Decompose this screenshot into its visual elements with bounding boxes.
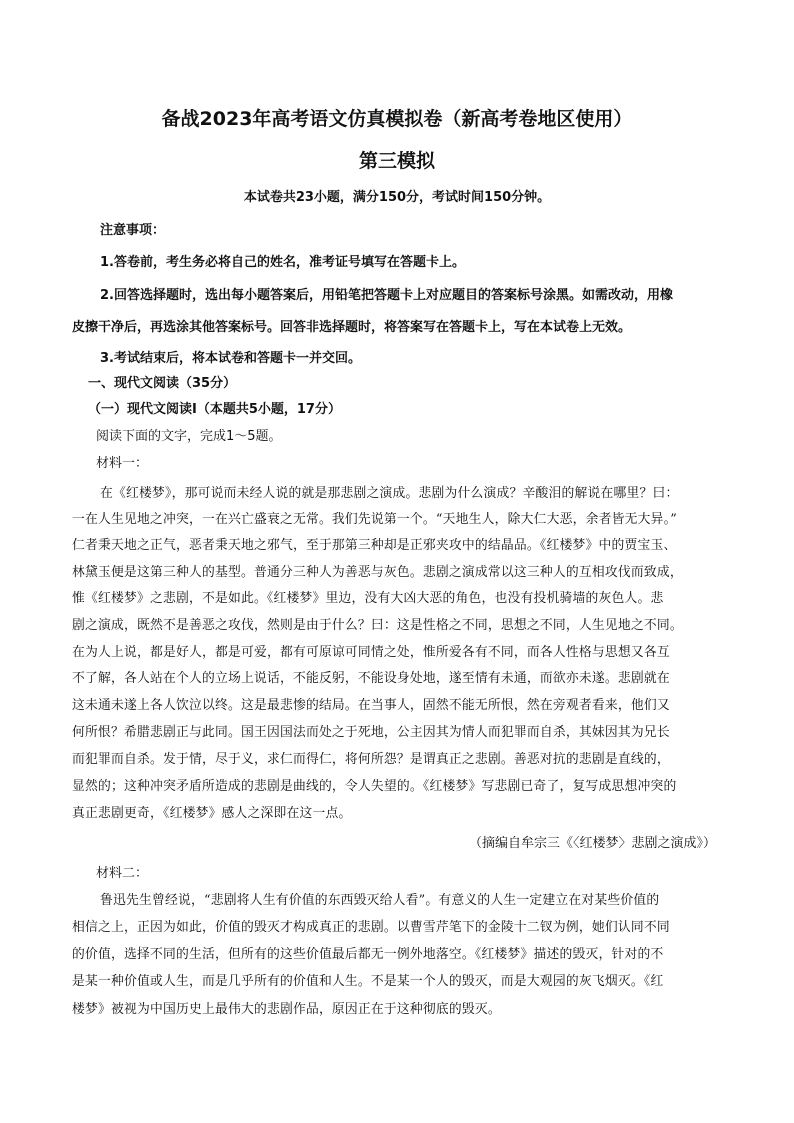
notice-item-2-line-1: 2.回答选择题时，选出每小题答案后，用铅笔把答题卡上对应题目的答案标号涂黑。如需改动，用橡 — [100, 288, 673, 303]
material1-source: （摘编自牟宗三《〈红楼梦〉悲剧之演成》） — [468, 836, 716, 851]
notice-item-1: 1.答卷前，考生务必将自己的姓名，准考证号填写在答题卡上。 — [100, 255, 465, 270]
material2-line: 楼梦》被视为中国历史上最伟大的悲剧作品，原因正在于这种彻底的毁灭。 — [72, 1002, 501, 1017]
material1-line: 惟《红楼梦》之悲剧，不是如此。《红楼梦》里边，没有大凶大恶的角色，也没有投机骑墙的灰色人。悲 — [72, 591, 664, 606]
section-sub1-heading: （一）现代文阅读Ⅰ（本题共5小题，17分） — [88, 402, 341, 417]
notice-item-3: 3.考试结束后，将本试卷和答题卡一并交回。 — [100, 351, 361, 366]
notice-heading: 注意事项： — [100, 223, 166, 238]
material1-line: 而犯罪而自杀。发于情，尽于义，求仁而得仁，将何所怨？是谓真正之悲剧。善恶对抗的悲剧是直线的， — [72, 752, 670, 767]
material1-line: 林黛玉便是这第三种人的基型。普通分三种人为善恶与灰色。悲剧之演成常以这三种人的互相攻伐而致成， — [72, 565, 683, 580]
section-part1-heading: 一、现代文阅读（35分） — [88, 376, 237, 391]
material1-line: 显然的；这种冲突矛盾所造成的悲剧是曲线的，令人失望的。《红楼梦》写悲剧已奇了，复写成思想冲突的 — [72, 779, 677, 794]
material1-line: 这未通未遂上各人饮泣以终。这是最悲惨的结局。在当事人，固然不能无所恨，然在旁观者看来，他们又 — [72, 698, 670, 713]
material1-line: 剧之演成，既然不是善恶之攻伐，然则是由于什么？曰：这是性格之不同，思想之不同，人生见地之不同。 — [72, 618, 683, 633]
material1-line: 在为人上说，都是好人，都是可爱，都有可原谅可同情之处，惟所爱各有不同，而各人性格与思想又各互 — [72, 645, 670, 660]
material2-line: 鲁迅先生曾经说，“悲剧将人生有价值的东西毁灭给人看”。有意义的人生一定建立在对某些价值的 — [100, 893, 660, 908]
exam-info: 本试卷共23小题，满分150分，考试时间150分钟。 — [243, 190, 551, 205]
material1-line: 一在人生见地之冲突，一在兴亡盛衰之无常。我们先说第一个。“天地生人，除大仁大恶，余者皆无大异。” — [72, 512, 677, 527]
material2-line: 相信之上，正因为如此，价值的毁灭才构成真正的悲剧。以曹雪芹笔下的金陵十二钗为例，她们认同不同 — [72, 920, 670, 935]
material1-label: 材料一： — [96, 456, 149, 471]
material1-line: 仁者秉天地之正气，恶者秉天地之邪气，至于那第三种却是正邪夹攻中的结晶品。《红楼梦》中的贾宝玉、 — [72, 538, 677, 553]
material2-line: 的价值，选择不同的生活，但所有的这些价值最后都无一例外地落空。《红楼梦》描述的毁灭，针对的不 — [72, 947, 664, 962]
material1-line: 何所恨？希腊悲剧正与此同。国王因国法而处之于死地，公主因其为情人而犯罪而自杀，其妹因其为兄长 — [72, 725, 670, 740]
material2-label: 材料二： — [96, 866, 149, 881]
material1-line: 真正悲剧更奇，《红楼梦》感人之深即在这一点。 — [72, 806, 352, 821]
page-subtitle: 第三模拟 — [358, 150, 435, 172]
page-title: 备战2023年高考语文仿真模拟卷（新高考卷地区使用） — [161, 108, 633, 130]
material1-line: 在《红楼梦》，那可说而未经人说的就是那悲剧之演成。悲剧为什么演成？辛酸泪的解说在哪里？曰： — [100, 486, 679, 501]
material2-line: 是某一种价值或人生，而是几乎所有的价值和人生。不是某一个人的毁灭，而是大观园的灰飞烟灭。《红 — [72, 974, 664, 989]
notice-item-2-line-2: 皮擦干净后，再选涂其他答案标号。回答非选择题时，将答案写在答题卡上，写在本试卷上无效。 — [72, 320, 632, 335]
reading-instruction: 阅读下面的文字，完成1～5题。 — [96, 429, 282, 444]
material1-line: 不了解，各人站在个人的立场上说话，不能反躬，不能设身处地，遂至情有未通，而欲亦未遂。悲剧就在 — [72, 671, 670, 686]
